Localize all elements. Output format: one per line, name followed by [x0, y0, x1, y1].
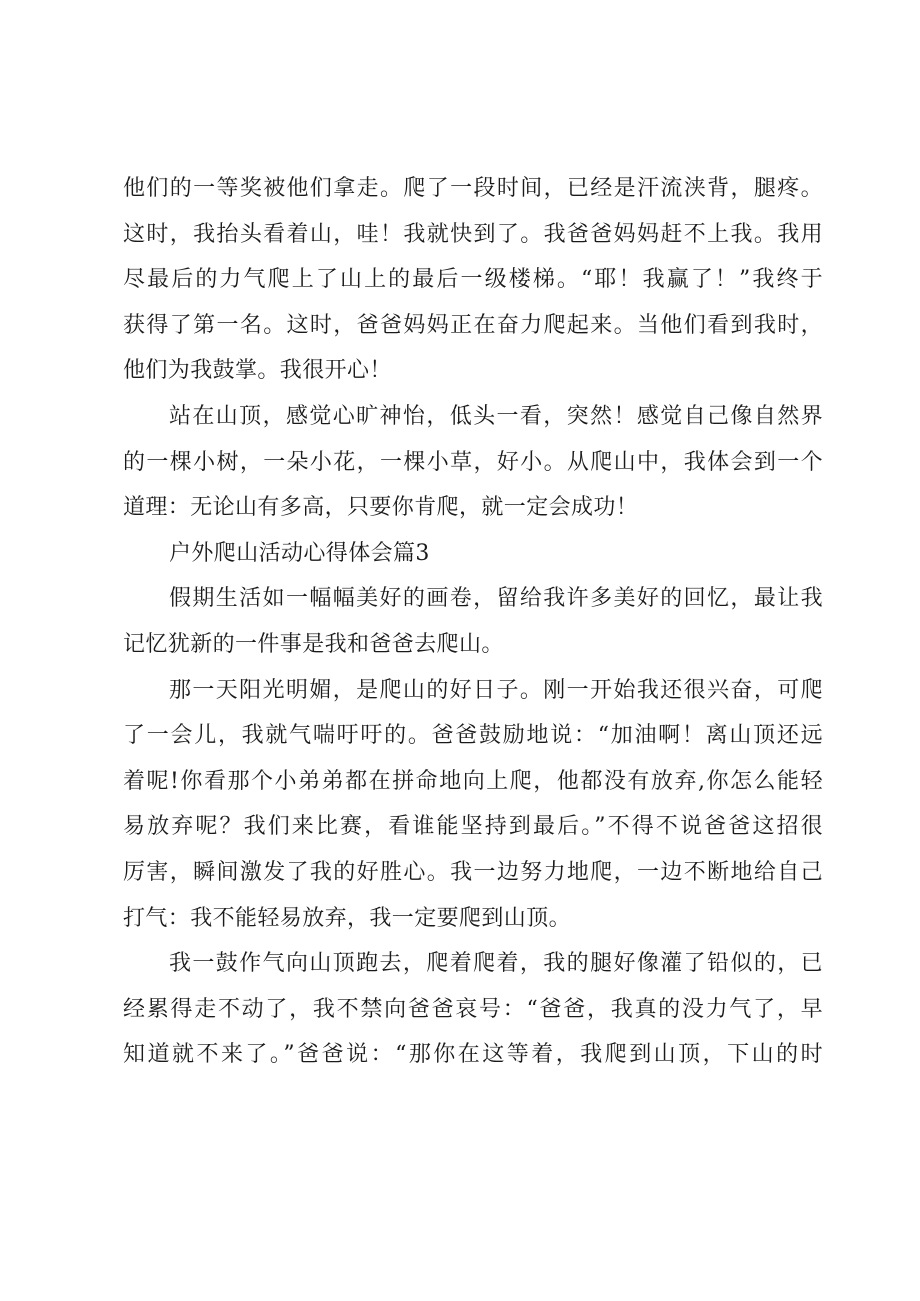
text-line: 易放弃呢？我们来比赛，看谁能坚持到最后。”不得不说爸爸这招很 [123, 814, 823, 840]
text-line: 这时，我抬头看着山，哇！我就快到了。我爸爸妈妈赶不上我。我用 [123, 221, 823, 247]
text-line: 了一会儿，我就气喘吁吁的。爸爸鼓励地说：“加油啊！离山顶还远 [123, 723, 823, 749]
section-heading [123, 531, 823, 577]
text-line: 知道就不来了。”爸爸说：“那你在这等着，我爬到山顶，下山的时 [123, 1042, 823, 1068]
paragraph [123, 941, 823, 1078]
text-line: 的一棵小树，一朵小花，一棵小草，好小。从爬山中，我体会到一个 [123, 449, 823, 475]
paragraph [123, 668, 823, 942]
text-line: 打气：我不能轻易放弃，我一定要爬到山顶。 [123, 905, 572, 931]
text-line: 经累得走不动了，我不禁向爸爸哀号：“爸爸，我真的没力气了，早 [123, 996, 823, 1022]
heading-text: 户外爬山活动心得体会篇3 [169, 540, 430, 566]
text-line: 着呢!你看那个小弟弟都在拼命地向上爬，他都没有放弃,你怎么能轻 [123, 768, 823, 794]
paragraph [123, 394, 823, 531]
text-line: 他们为我鼓掌。我很开心！ [123, 358, 392, 384]
text-line: 道理：无论山有多高，只要你肯爬，就一定会成功！ [123, 495, 639, 521]
text-line: 那一天阳光明媚，是爬山的好日子。刚一开始我还很兴奋，可爬 [169, 677, 823, 703]
document-body [123, 166, 823, 1078]
text-line: 记忆犹新的一件事是我和爸爸去爬山。 [123, 631, 504, 657]
text-line: 站在山顶，感觉心旷神怡，低头一看，突然！感觉自己像自然界 [169, 403, 823, 429]
text-line: 我一鼓作气向山顶跑去，爬着爬着，我的腿好像灌了铅似的，已 [169, 951, 823, 977]
text-line: 尽最后的力气爬上了山上的最后一级楼梯。“耶！我赢了！”我终于 [123, 267, 823, 293]
paragraph [123, 576, 823, 667]
text-line: 假期生活如一幅幅美好的画卷，留给我许多美好的回忆，最让我 [169, 586, 823, 612]
paragraph [123, 166, 823, 394]
text-line: 获得了第一名。这时，爸爸妈妈正在奋力爬起来。当他们看到我时， [123, 312, 823, 338]
text-line: 厉害，瞬间激发了我的好胜心。我一边努力地爬，一边不断地给自己 [123, 859, 823, 885]
text-line: 他们的一等奖被他们拿走。爬了一段时间，已经是汗流浃背，腿疼。 [123, 176, 823, 201]
